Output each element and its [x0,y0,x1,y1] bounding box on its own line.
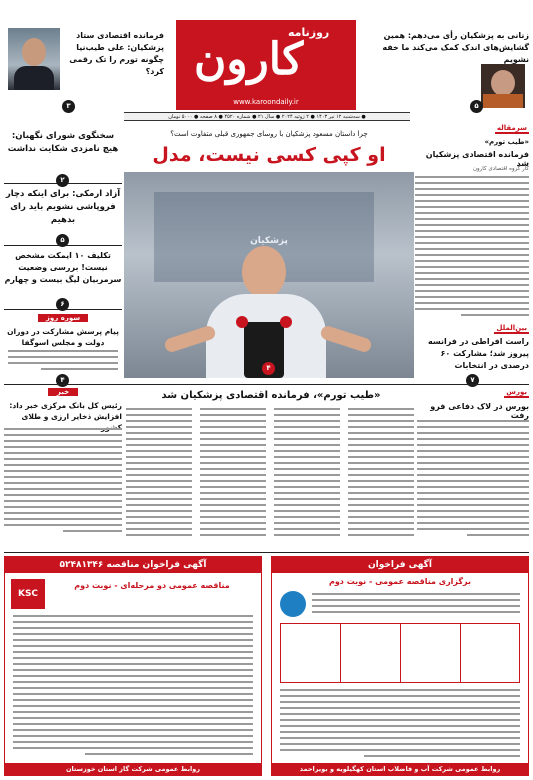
website[interactable]: www.karoondaily.ir [233,98,299,106]
sooreh-number: ۴ [56,374,69,387]
lead-photo-number: ۴ [262,362,275,375]
lead-kicker: چرا داستان مسعود پزشکیان با روسای جمهوری قبلی متفاوت است؟ [170,130,368,138]
lead-headline: او کپی کسی نیست، مدل [152,144,386,166]
ad-right-table [280,623,520,683]
top-left-number: ۳ [62,100,75,113]
top-left-title: فرمانده اقتصادی ستاد پزشکیان: علی طیب‌نیا چگونه تورم را تک رقمی کرد؟ [69,31,164,76]
section-tag-editorial: سرمقاله [496,124,527,132]
burs-body [417,420,529,540]
logo-block [176,20,356,110]
main-article-headline[interactable]: «طیب تورم»، فرمانده اقتصادی پزشکیان شد [161,390,381,401]
sooreh-headline[interactable]: پیام پرسش مشارکت در دوران دولت و مجلس اسوگفا [7,327,119,347]
ad-right-footer: روابط عمومی شرکت آب و فاضلاب استان کهگیلویه و بویراحمد [272,763,528,775]
khabar-tag: خبر [48,388,78,396]
left-item-2-title: آزاد ارمکی: برای اینکه دچار فروپاشی نشویم باید رای بدهیم [5,189,121,225]
logo-small: روزنامه [288,26,330,39]
ad-right-title: آگهی فراخوان [272,557,528,573]
top-left-teaser[interactable] [4,4,164,114]
burs-headline[interactable]: بورس در لاک دفاعی فرو رفت [430,402,529,420]
masthead [0,0,533,122]
divider-lower [4,384,529,385]
ad-right-body [312,593,520,617]
main-article-col-4 [348,408,414,540]
ad-left[interactable] [4,556,262,776]
ad-left-footer: روابط عمومی شرکت گاز استان خوزستان [5,763,261,775]
khabar-body [4,428,122,536]
main-article-col-2 [200,408,266,540]
ad-right[interactable] [271,556,529,776]
left-item-2-number: ۵ [56,234,69,247]
ad-left-logo: KSC [11,579,45,609]
info-bar: ● سه‌شنبه ۱۲ تیر ۱۴۰۳ ● ۲ ژوئیه ۲۰۲۴ ● سال ۲۱ ● شماره ۴۵۲۰ ● ۸ صفحه ● ۵۰۰۰ تومان [124,112,410,121]
top-left-photo [8,28,60,90]
left-item-2[interactable] [4,188,122,246]
top-right-title: زنانی به پزشکیان رأی می‌دهم: همین گشایش‌های اندک کمک می‌کند ما خفه نشویم [382,31,529,64]
ad-left-subtitle: مناقصه عمومی دو مرحله‌ای - نوبت دوم [74,581,230,590]
burs-tag: بورس [506,388,527,396]
lead-photo [124,172,414,378]
khabar-headline[interactable]: رئیس کل بانک مرکزی خبر داد: افزایش ذخایر ارزی و طلای [9,401,122,421]
ad-right-body-2 [280,689,520,761]
lead-story[interactable] [124,124,414,380]
divider-ads [4,552,529,553]
top-right-teaser[interactable] [369,4,529,114]
water-logo-icon [280,591,306,617]
top-right-photo [481,64,525,108]
main-article-col-1 [126,408,192,540]
world-number: ۷ [466,374,479,387]
logo-main: کارون [194,34,304,85]
caption-banner: پزشکیان [250,236,288,246]
sooreh-tag: سوره روز [38,314,88,322]
left-item-3[interactable] [4,250,122,310]
ad-left-title: آگهی فراخوان مناقصه ۵۲۴۸۱۳۴۶ [5,557,261,573]
main-article-col-3 [274,408,340,540]
editorial-author: کار گروه اقتصادی کارون [472,166,529,172]
main-article [126,388,416,548]
top-right-number: ۵ [470,100,483,113]
khabar-section [4,388,122,548]
ad-left-body [13,615,253,759]
left-item-1-number: ۲ [56,174,69,187]
editorial-kicker: «طیب تورم» [484,138,529,146]
left-item-3-title: تکلیف ۱۰ ایمکت مشخص نیست! بررسی وضعیت سرمربیان لیگ بیست و چهارم [4,251,122,284]
editorial-body [415,176,529,320]
left-item-1-title: سخنگوی شورای نگهبان: هیچ نامزدی شکایت نداشت [7,131,119,154]
left-item-3-number: ۶ [56,298,69,311]
ad-right-subtitle: برگزاری مناقصه عمومی - نوبت دوم [328,577,472,586]
right-column [415,124,529,384]
editorial-title[interactable]: فرمانده اقتصادی پزشکیان شد [425,150,529,168]
section-tag-world: بین‌الملل [496,324,527,332]
burs-section [417,388,529,548]
sooreh-body [8,350,118,374]
left-column [4,124,122,384]
world-headline[interactable]: راست افراطی در فرانسه پیروز شد؛ مشارکت ۶۰ درصدی در انتخابات [427,337,529,370]
left-item-1[interactable] [4,130,122,184]
